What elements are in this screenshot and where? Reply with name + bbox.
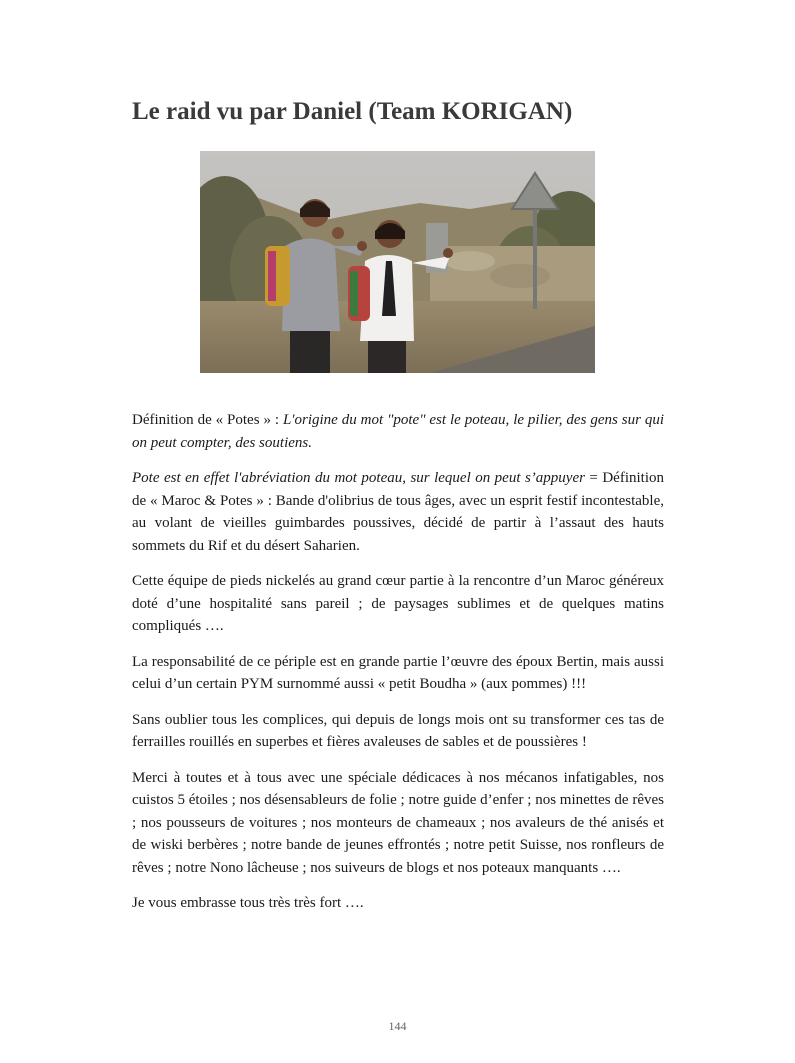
paragraph-responsabilite: La responsabilité de ce périple est en grande partie l’œuvre des époux Bertin, mais aussi celui d’un certain PYM surnommé aussi « petit Boudha » (aux pommes) !!! <box>132 653 664 692</box>
definition-quote: L'origine du mot "pote" est le poteau, le pilier, des gens sur qui on peut compter, des soutiens. <box>132 412 664 451</box>
paragraph-definition-potes <box>132 409 664 454</box>
maroc-potes-definition: Définition de « Maroc & Potes » : Bande d'olibrius de tous âges, avec un esprit festif incontestable, au volant de vieilles guimbardes poussives, décidé de partir à l’assaut des hauts sommets du Rif et du désert Saharien. <box>132 470 664 554</box>
page-number: 144 <box>388 1019 407 1033</box>
body-text <box>132 409 664 928</box>
paragraph-conclusion: Je vous embrasse tous très très fort …. <box>132 895 364 911</box>
paragraph-equipe: Cette équipe de pieds nickelés au grand cœur partie à la rencontre d’un Maroc généreux doté d’une hospitalité sans pareil ; de paysages sublimes et de quelques matins compliqués …. <box>132 573 664 634</box>
photo-two-girls <box>200 151 595 373</box>
abbreviation-note: Pote est en effet l'abréviation du mot poteau, sur lequel on peut s’appuyer <box>132 470 585 486</box>
definition-label: Définition de « Potes » : <box>132 412 283 428</box>
paragraph-complices: Sans oublier tous les complices, qui depuis de longs mois ont su transformer ces tas de ferrailles rouillés en superbes et fières avaleuses de sables et de poussières ! <box>132 711 664 750</box>
paragraph-remerciements: Merci à toutes et à tous avec une spéciale dédicaces à nos mécanos infatigables, nos cuistos 5 étoiles ; nos désensableurs de folie ; notre guide d’enfer ; nos minettes de rêves ; nos pousseurs de voitures ; nos monteurs de chameaux ; nos avaleurs de thé anisés et de wiski berbères ; notre bande de jeunes effrontés ; notre petit Suisse, nos ronfleurs de rêves ; notre Nono lâcheuse ; nos suiveurs de blogs et nos poteaux manquants …. <box>132 769 664 876</box>
paragraph-definition-maroc <box>132 467 664 557</box>
page-title: Le raid vu par Daniel (Team KORIGAN) <box>132 98 573 125</box>
equals-sign: = <box>584 470 603 486</box>
